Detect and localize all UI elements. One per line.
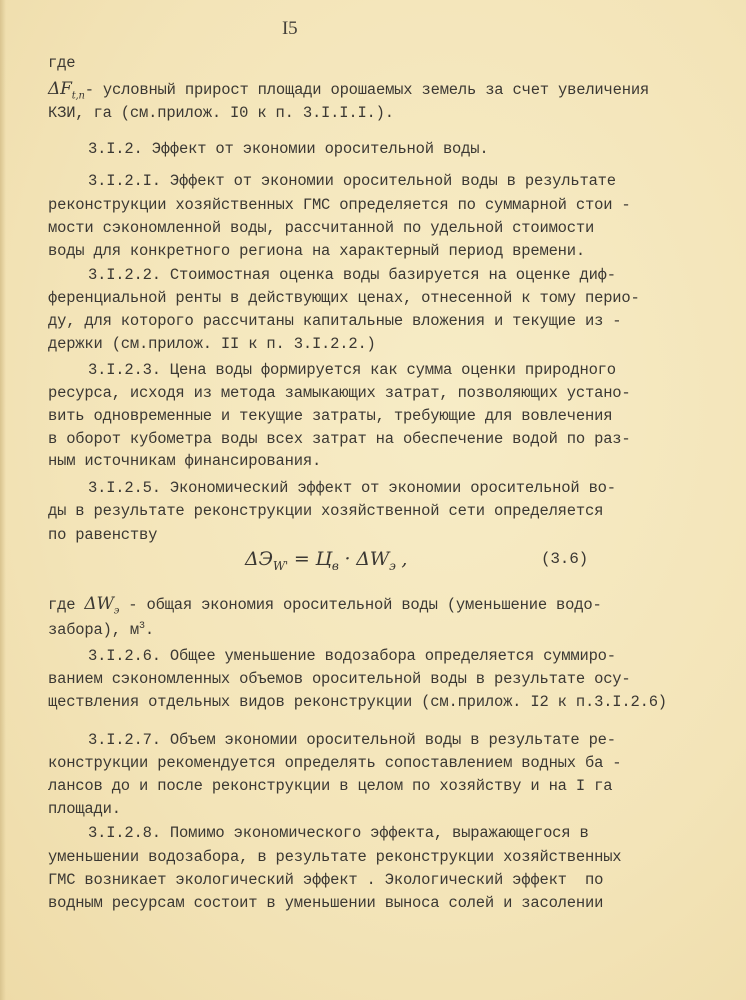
- text-line: водным ресурсам состоит в уменьшении выноса солей и засолении: [48, 894, 604, 912]
- text-line: по равенству: [48, 526, 158, 544]
- symbol-delta-w: $\Delta W_э$: [84, 594, 120, 617]
- text-line-definition: $\Delta F_{t,п}-$ условный прирост площади орошаемых земель за счет увеличения: [48, 79, 650, 102]
- paper-edge-shadow: [0, 0, 6, 1000]
- text-line: мости сэкономленной воды, рассчитанной по удельной стоимости: [48, 219, 595, 237]
- text-line-definition: где $\Delta W_э$ - общая экономия оросительной воды (уменьшение водо-: [48, 594, 602, 617]
- text-line: площади.: [48, 800, 121, 818]
- symbol-delta-f: $\Delta F_{t,п}$: [48, 79, 85, 102]
- section-heading: 3.I.2. Эффект от экономии оросительной воды.: [88, 140, 489, 158]
- text-line: реконструкции хозяйственных ГМС определяется по суммарной стои -: [48, 196, 631, 214]
- text-line: ресурса, исходя из метода замыкающих затрат, позволяющих устано-: [48, 384, 631, 402]
- paragraph-first-line: 3.I.2.7. Объем экономии оросительной воды в результате ре-: [88, 731, 616, 749]
- paragraph-first-line: 3.I.2.6. Общее уменьшение водозабора определяется суммиро-: [88, 647, 616, 665]
- text-line: ным источникам финансирования.: [48, 452, 322, 470]
- text-line: ды в результате реконструкции хозяйственной сети определяется: [48, 502, 604, 520]
- text-line: в оборот кубометра воды всех затрат на обеспечение водой по раз-: [48, 430, 631, 448]
- text-line: воды для конкретного региона на характерный период времени.: [48, 242, 585, 260]
- text-line: лансов до и после реконструкции в целом по хозяйству и на I га: [48, 777, 613, 795]
- text-line: ществления отдельных видов реконструкции (см.прилож. I2 к п.3.I.2.6): [48, 693, 667, 711]
- page-number: I5: [282, 18, 298, 39]
- paragraph-first-line: 3.I.2.3. Цена воды формируется как сумма оценки природного: [88, 361, 616, 379]
- text-line: где: [48, 54, 76, 72]
- text-line: ференциальной ренты в действующих ценах, отнесенной к тому перио-: [48, 289, 640, 307]
- paragraph-first-line: 3.I.2.5. Экономический эффект от экономии оросительной во-: [88, 479, 616, 497]
- text-line: вить одновременные и текущие затраты, требующие для вовлечения: [48, 407, 613, 425]
- text-line: держки (см.прилож. II к п. 3.I.2.2.): [48, 335, 376, 353]
- paragraph-first-line: 3.I.2.I. Эффект от экономии оросительной воды в результате: [88, 172, 616, 190]
- text-line: забора), $м^3$.: [48, 621, 154, 640]
- text-line: конструкции рекомендуется определять сопоставлением водных ба -: [48, 754, 622, 772]
- equation-number: (3.6): [541, 550, 589, 568]
- text-line: ду, для которого рассчитаны капитальные вложения и текущие из -: [48, 312, 622, 330]
- text-line: КЗИ, га (см.прилож. I0 к п. 3.I.I.I.).: [48, 104, 394, 122]
- text-line: уменьшении водозабора, в результате реконструкции хозяйственных: [48, 848, 622, 866]
- formula-3-6: $\Delta Э_{W'} = Ц_в \cdot \Delta W_э$ ,: [245, 548, 408, 573]
- paragraph-first-line: 3.I.2.2. Стоимостная оценка воды базируется на оценке диф-: [88, 266, 616, 284]
- text-line: ванием сэкономленных объемов оросительной воды в результате осу-: [48, 670, 631, 688]
- paragraph-first-line: 3.I.2.8. Помимо экономического эффекта, выражающегося в: [88, 824, 589, 842]
- text-line: ГМС возникает экологический эффект . Экологический эффект по: [48, 871, 604, 889]
